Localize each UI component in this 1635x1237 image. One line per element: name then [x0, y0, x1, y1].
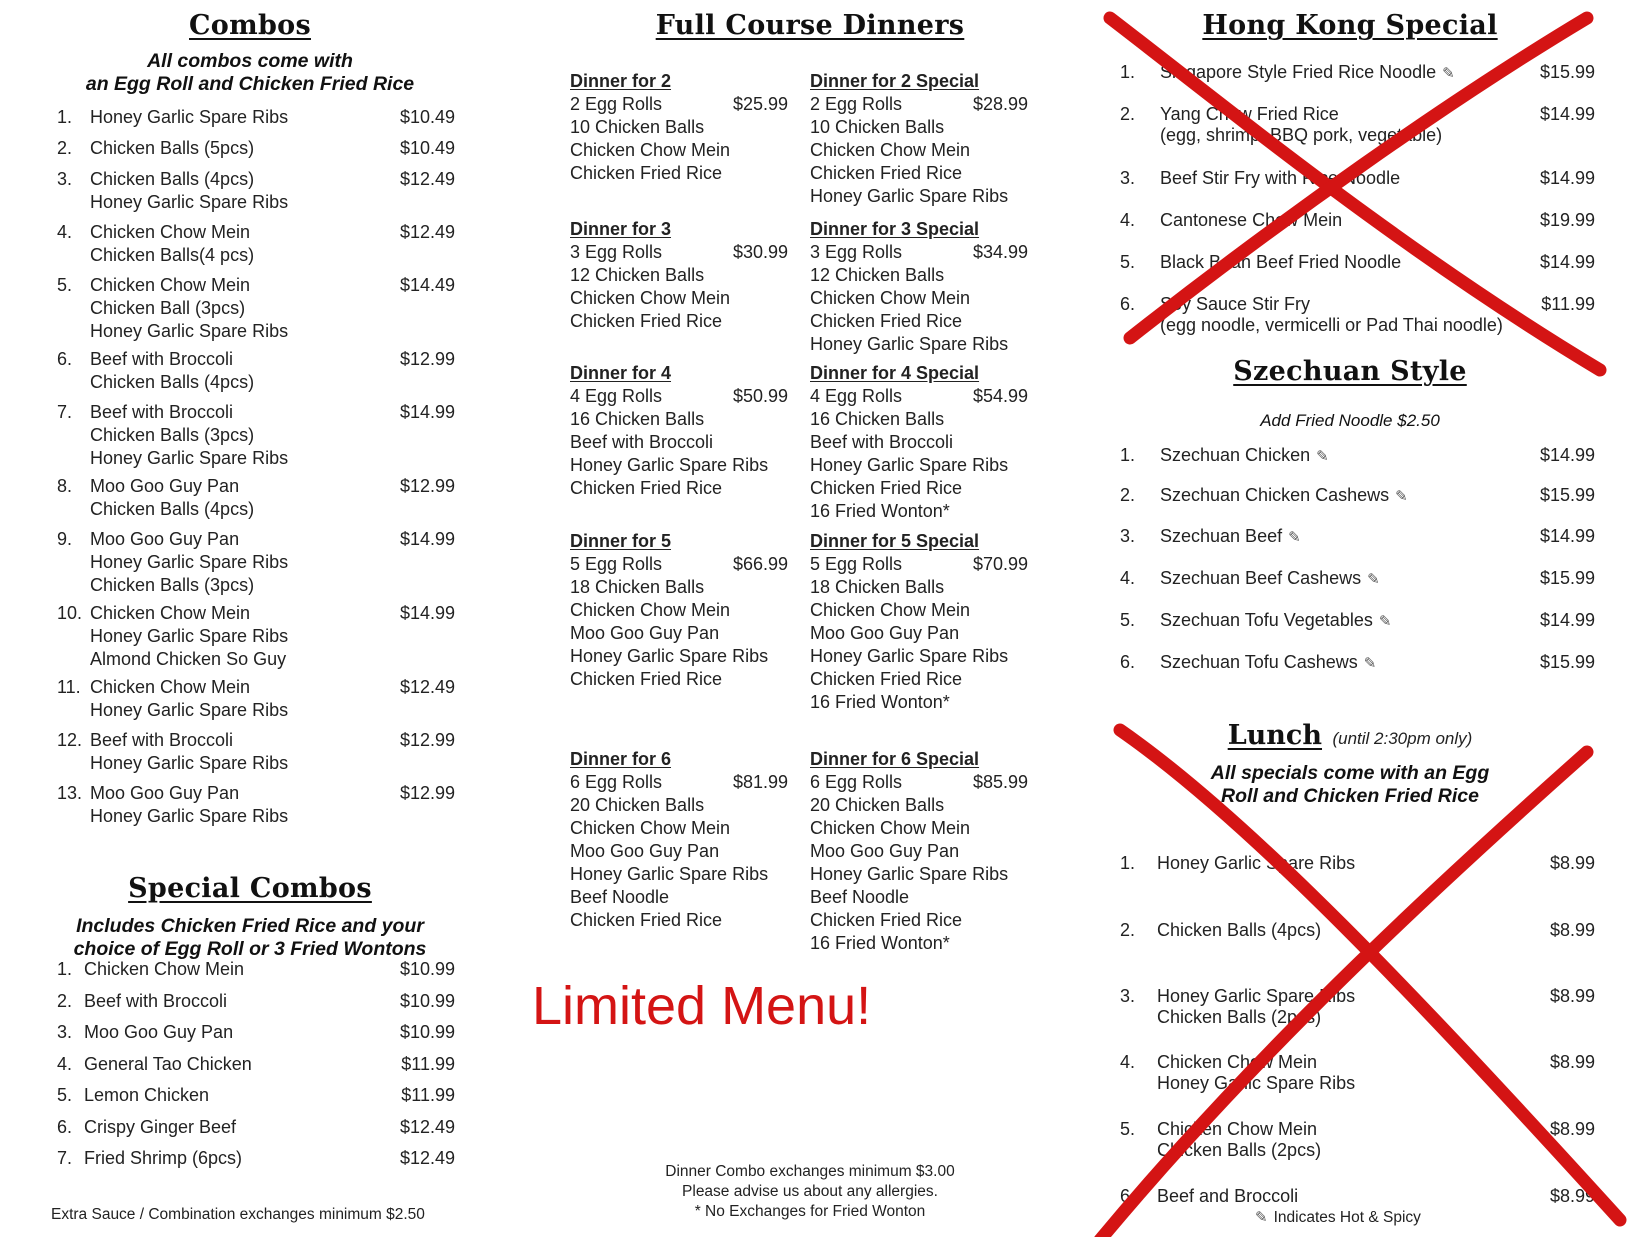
item-line: Chicken Balls (2pcs) [1157, 1140, 1322, 1160]
item-name [1157, 853, 1355, 874]
dinner-title: Dinner for 4 Special [810, 363, 980, 383]
item-name [90, 401, 288, 470]
item-line: Crispy Ginger Beef [84, 1117, 237, 1137]
dinner-line: Honey Garlic Spare Ribs [810, 864, 1009, 884]
item-line: Honey Garlic Spare Ribs [90, 806, 289, 826]
item-line: Beef with Broccoli [90, 349, 234, 369]
dinner-line: Moo Goo Guy Pan [570, 623, 720, 643]
limited-menu-banner: Limited Menu! [532, 976, 872, 1036]
item-line: Honey Garlic Spare Ribs [90, 448, 289, 468]
item-line: Yang Chow Fried Rice [1160, 104, 1339, 124]
item-name [90, 274, 288, 343]
item-number: 11. [57, 677, 81, 697]
item-line: Chicken Chow Mein [90, 677, 251, 697]
pepper-icon: ✎ [1255, 1209, 1268, 1226]
dinner-line: 4 Egg Rolls [570, 386, 663, 406]
dinner-line: Chicken Chow Mein [570, 140, 731, 160]
item-name [1160, 168, 1400, 189]
item-name [90, 602, 288, 671]
dinner-line: 3 Egg Rolls [810, 242, 903, 262]
item-line: Chicken Balls (5pcs) [90, 138, 255, 158]
item-number: 12. [57, 730, 83, 750]
item-line: Szechuan Tofu Vegetables ✎ [1160, 610, 1392, 630]
item-price: $14.49 [399, 275, 455, 295]
dinner-package [570, 70, 788, 185]
item-name [1160, 568, 1380, 590]
dinner-line: 16 Chicken Balls [570, 409, 705, 429]
dinner-price: $85.99 [972, 772, 1028, 792]
item-name [90, 348, 254, 394]
item-line: Chicken Balls (4pcs) [1157, 920, 1322, 940]
dinner-line: Honey Garlic Spare Ribs [810, 646, 1009, 666]
item-name [84, 1053, 252, 1076]
item-name [1160, 610, 1391, 632]
item-line: Chicken Balls (3pcs) [90, 575, 255, 595]
item-line: (egg noodle, vermicelli or Pad Thai noodle) [1160, 315, 1503, 335]
item-number: 4. [57, 222, 73, 242]
item-line: Szechuan Tofu Cashews ✎ [1160, 652, 1377, 672]
full-course-title: Full Course Dinners [655, 10, 965, 41]
item-price: $8.99 [1549, 1119, 1595, 1139]
item-line: Chicken Balls (4pcs) [90, 499, 255, 519]
item-line: Honey Garlic Spare Ribs [1157, 1073, 1356, 1093]
item-number: 3. [1120, 986, 1136, 1006]
item-line: Szechuan Beef ✎ [1160, 526, 1301, 546]
item-number: 2. [57, 138, 73, 158]
pepper-icon: ✎ [1378, 613, 1392, 630]
item-number: 1. [57, 959, 73, 979]
item-number: 5. [1120, 252, 1136, 272]
item-name [1160, 62, 1455, 84]
dinner-price: $28.99 [972, 94, 1028, 114]
dinner-line: 10 Chicken Balls [810, 117, 945, 137]
item-name [90, 528, 288, 597]
dinner-line: Chicken Fried Rice [570, 163, 723, 183]
item-line: Beef with Broccoli [84, 991, 228, 1011]
item-number: 3. [57, 1022, 73, 1042]
item-price: $15.99 [1539, 652, 1595, 672]
item-number: 4. [1120, 568, 1136, 588]
dinner-line: 4 Egg Rolls [810, 386, 903, 406]
item-line: Lemon Chicken [84, 1085, 210, 1105]
item-price: $11.99 [401, 1054, 455, 1074]
item-price: $14.99 [1539, 168, 1595, 188]
item-line: Honey Garlic Spare Ribs [90, 321, 289, 341]
item-price: $12.99 [399, 476, 455, 496]
szechuan-title: Szechuan Style [1233, 356, 1467, 387]
item-price: $12.49 [399, 677, 455, 697]
item-line: Moo Goo Guy Pan [90, 783, 240, 803]
dinner-line: Chicken Fried Rice [810, 669, 963, 689]
item-price: $15.99 [1539, 62, 1595, 82]
item-name [84, 1116, 236, 1139]
item-line: Szechuan Chicken ✎ [1160, 445, 1329, 465]
item-number: 4. [57, 1054, 73, 1074]
item-name [84, 1147, 242, 1170]
lunch-header [1105, 720, 1595, 751]
dinner-line: Honey Garlic Spare Ribs [810, 455, 1009, 475]
item-name [90, 106, 288, 129]
hong-kong-title: Hong Kong Special [1202, 10, 1498, 41]
item-number: 7. [57, 1148, 73, 1168]
dinner-line: 20 Chicken Balls [570, 795, 705, 815]
dinner-line: 20 Chicken Balls [810, 795, 945, 815]
dinner-title: Dinner for 3 [570, 219, 672, 239]
item-line: Honey Garlic Spare Ribs [90, 700, 289, 720]
item-number: 2. [57, 991, 73, 1011]
item-price: $14.99 [399, 603, 455, 623]
item-line: Beef with Broccoli [90, 402, 234, 422]
item-line: Chicken Chow Mein [90, 222, 251, 242]
item-name [1160, 210, 1342, 231]
dinner-title: Dinner for 2 Special [810, 71, 980, 91]
item-line: Chicken Ball (3pcs) [90, 298, 246, 318]
item-name [1160, 485, 1408, 507]
item-price: $8.99 [1549, 920, 1595, 940]
dinner-line: Chicken Fried Rice [570, 910, 723, 930]
item-number: 8. [57, 476, 73, 496]
dinner-line: 16 Chicken Balls [810, 409, 945, 429]
item-price: $15.99 [1539, 485, 1595, 505]
item-name [1160, 294, 1503, 336]
item-name [1160, 445, 1329, 467]
item-line: (egg, shrimp, BBQ pork, vegetable) [1160, 125, 1443, 145]
dinner-line: 6 Egg Rolls [570, 772, 663, 792]
item-name [90, 475, 254, 521]
dinner-line: Beef Noodle [570, 887, 670, 907]
dinner-line: Moo Goo Guy Pan [570, 841, 720, 861]
item-price: $12.49 [399, 169, 455, 189]
item-price: $10.99 [399, 991, 455, 1011]
item-number: 9. [57, 529, 73, 549]
item-name [90, 729, 288, 775]
dinner-line: 5 Egg Rolls [810, 554, 903, 574]
item-number: 2. [1120, 104, 1136, 124]
item-line: Black Bean Beef Fried Noodle [1160, 252, 1402, 272]
item-price: $14.99 [1539, 610, 1595, 630]
dinner-line: 16 Fried Wonton* [810, 501, 950, 521]
item-name [84, 958, 244, 981]
item-line: Honey Garlic Spare Ribs [90, 626, 289, 646]
item-price: $8.99 [1549, 1052, 1595, 1072]
item-name [90, 137, 254, 160]
item-number: 5. [57, 275, 73, 295]
item-line: Chicken Balls(4 pcs) [90, 245, 255, 265]
item-price: $14.99 [1539, 445, 1595, 465]
item-line: Beef Stir Fry with Rice Noodle [1160, 168, 1401, 188]
dinner-line: Chicken Fried Rice [570, 478, 723, 498]
dinner-package [570, 748, 788, 932]
dinner-line: 2 Egg Rolls [570, 94, 663, 114]
item-name [90, 676, 288, 722]
pepper-icon: ✎ [1442, 65, 1455, 82]
item-line: Chicken Chow Mein [84, 959, 245, 979]
item-number: 1. [1120, 62, 1136, 82]
item-price: $11.99 [401, 1085, 455, 1105]
dinner-line: Chicken Fried Rice [570, 669, 723, 689]
item-name [1160, 526, 1301, 548]
dinner-line: Chicken Chow Mein [570, 288, 731, 308]
item-price: $8.99 [1549, 1186, 1595, 1206]
item-price: $12.49 [399, 222, 455, 242]
dinner-line: Chicken Chow Mein [810, 140, 971, 160]
pepper-icon: ✎ [1363, 655, 1377, 672]
item-name [84, 1021, 233, 1044]
item-name [1157, 986, 1355, 1028]
item-price: $19.99 [1539, 210, 1595, 230]
item-price: $14.99 [1539, 526, 1595, 546]
item-line: Moo Goo Guy Pan [90, 529, 240, 549]
item-name [1157, 1052, 1355, 1094]
dinner-price: $54.99 [972, 386, 1028, 406]
item-name [1160, 652, 1376, 674]
special-combos-title: Special Combos [128, 873, 372, 904]
item-number: 4. [1120, 210, 1136, 230]
dinner-line: Beef Noodle [810, 887, 910, 907]
item-price: $12.49 [399, 1117, 455, 1137]
dinner-price: $70.99 [972, 554, 1028, 574]
lunch-hours: (until 2:30pm only) [1332, 729, 1473, 748]
dinner-title: Dinner for 5 [570, 531, 672, 551]
dinner-line: 18 Chicken Balls [570, 577, 705, 597]
item-price: $10.49 [399, 138, 455, 158]
item-name [84, 1084, 209, 1107]
item-number: 6. [1120, 1186, 1136, 1206]
item-number: 1. [57, 107, 73, 127]
dinner-line: 16 Fried Wonton* [810, 933, 950, 953]
item-line: General Tao Chicken [84, 1054, 252, 1074]
item-name [90, 168, 288, 214]
item-line: Soy Sauce Stir Fry [1160, 294, 1311, 314]
item-price: $12.49 [399, 1148, 455, 1168]
dinner-package [810, 362, 1028, 523]
dinner-line: 6 Egg Rolls [810, 772, 903, 792]
dinner-footer-notes: Dinner Combo exchanges minimum $3.00 Please advise us about any allergies. * No Exchanges for Fried Wonton [665, 1163, 955, 1220]
dinner-line: Chicken Chow Mein [570, 600, 731, 620]
specials-column [1105, 0, 1595, 1237]
combos-column [45, 0, 455, 1237]
dinner-line: Chicken Chow Mein [810, 288, 971, 308]
dinner-package [810, 748, 1028, 955]
item-line: Honey Garlic Spare Ribs [1157, 986, 1356, 1006]
dinner-price: $50.99 [732, 386, 788, 406]
item-line: Moo Goo Guy Pan [90, 476, 240, 496]
item-number: 3. [1120, 526, 1136, 546]
dinner-package [810, 218, 1028, 356]
item-price: $12.99 [399, 730, 455, 750]
dinner-line: Honey Garlic Spare Ribs [570, 864, 769, 884]
dinner-line: Chicken Fried Rice [810, 311, 963, 331]
item-price: $12.99 [399, 783, 455, 803]
item-line: Honey Garlic Spare Ribs [1157, 853, 1356, 873]
item-number: 1. [1120, 445, 1136, 465]
dinner-line: 18 Chicken Balls [810, 577, 945, 597]
item-line: Moo Goo Guy Pan [84, 1022, 234, 1042]
item-number: 6. [1120, 294, 1136, 314]
item-number: 5. [1120, 610, 1136, 630]
item-name [90, 782, 288, 828]
item-price: $11.99 [1541, 294, 1595, 314]
dinner-title: Dinner for 6 Special [810, 749, 980, 769]
dinner-line: Honey Garlic Spare Ribs [570, 455, 769, 475]
item-number: 6. [1120, 652, 1136, 672]
special-combos-subtitle: Includes Chicken Fried Rice and your choice of Egg Roll or 3 Fried Wontons [73, 915, 427, 960]
dinner-package [810, 530, 1028, 714]
exchange-note: Extra Sauce / Combination exchanges minimum $2.50 [51, 1206, 425, 1223]
dinner-package [570, 218, 788, 333]
dinner-line: Chicken Fried Rice [810, 910, 963, 930]
item-price: $8.99 [1549, 853, 1595, 873]
dinner-package [570, 530, 788, 691]
item-price: $14.99 [399, 402, 455, 422]
item-price: $14.99 [399, 529, 455, 549]
item-line: Beef and Broccoli [1157, 1186, 1299, 1206]
combos-subtitle: All combos come with an Egg Roll and Chicken Fried Rice [85, 50, 415, 95]
item-line: Chicken Chow Mein [1157, 1119, 1318, 1139]
dinner-line: 16 Fried Wonton* [810, 692, 950, 712]
item-line: Singapore Style Fried Rice Noodle ✎ [1160, 62, 1455, 82]
item-line: Chicken Chow Mein [90, 275, 251, 295]
pepper-icon: ✎ [1395, 488, 1408, 505]
item-number: 6. [57, 349, 73, 369]
dinner-line: Chicken Chow Mein [810, 818, 971, 838]
item-name [1160, 252, 1401, 273]
item-number: 3. [1120, 168, 1136, 188]
item-number: 1. [1120, 853, 1136, 873]
pepper-icon: ✎ [1367, 571, 1380, 588]
dinner-title: Dinner for 2 [570, 71, 672, 91]
item-name [1157, 920, 1321, 941]
dinner-line: 12 Chicken Balls [570, 265, 705, 285]
item-line: Chicken Balls (4pcs) [90, 372, 255, 392]
dinner-line: 3 Egg Rolls [570, 242, 663, 262]
dinner-package [810, 70, 1028, 208]
item-name [1160, 104, 1442, 146]
item-number: 6. [57, 1117, 73, 1137]
dinner-line: Chicken Chow Mein [570, 818, 731, 838]
item-line: Honey Garlic Spare Ribs [90, 552, 289, 572]
item-number: 2. [1120, 485, 1136, 505]
szechuan-subtitle: Add Fried Noodle $2.50 [1260, 411, 1440, 430]
item-name [1157, 1119, 1321, 1161]
item-number: 5. [1120, 1119, 1136, 1139]
dinner-title: Dinner for 5 Special [810, 531, 980, 551]
item-name [90, 221, 254, 267]
item-line: Chicken Chow Mein [1157, 1052, 1318, 1072]
item-number: 3. [57, 169, 73, 189]
item-number: 13. [57, 783, 83, 803]
item-line: Cantonese Chow Mein [1160, 210, 1343, 230]
lunch-title: Lunch [1227, 720, 1323, 751]
dinner-price: $66.99 [732, 554, 788, 574]
item-number: 4. [1120, 1052, 1136, 1072]
item-price: $10.49 [399, 107, 455, 127]
item-price: $15.99 [1539, 568, 1595, 588]
item-line: Szechuan Beef Cashews ✎ [1160, 568, 1380, 588]
dinner-title: Dinner for 4 [570, 363, 672, 383]
dinner-line: Honey Garlic Spare Ribs [810, 186, 1009, 206]
dinner-line: Moo Goo Guy Pan [810, 623, 960, 643]
dinner-package [570, 362, 788, 500]
dinner-line: Moo Goo Guy Pan [810, 841, 960, 861]
item-line: Honey Garlic Spare Ribs [90, 107, 289, 127]
dinner-line: Beef with Broccoli [570, 432, 714, 452]
item-name [84, 990, 227, 1013]
pepper-icon: ✎ [1288, 529, 1301, 546]
dinner-line: 10 Chicken Balls [570, 117, 705, 137]
item-price: $8.99 [1549, 986, 1595, 1006]
item-price: $14.99 [1539, 104, 1595, 124]
dinner-line: Beef with Broccoli [810, 432, 954, 452]
dinner-line: Chicken Chow Mein [810, 600, 971, 620]
dinner-price: $30.99 [732, 242, 788, 262]
dinner-line: Honey Garlic Spare Ribs [570, 646, 769, 666]
item-line: Beef with Broccoli [90, 730, 234, 750]
full-course-column [570, 0, 1050, 1237]
pepper-icon: ✎ [1316, 448, 1329, 465]
item-line: Chicken Balls (2pcs) [1157, 1007, 1322, 1027]
item-price: $10.99 [399, 1022, 455, 1042]
item-line: Honey Garlic Spare Ribs [90, 192, 289, 212]
dinner-line: Honey Garlic Spare Ribs [810, 334, 1009, 354]
item-line: Chicken Balls (3pcs) [90, 425, 255, 445]
dinner-price: $34.99 [972, 242, 1028, 262]
item-number: 10. [57, 603, 83, 623]
item-number: 2. [1120, 920, 1136, 940]
dinner-price: $25.99 [732, 94, 788, 114]
dinner-line: 5 Egg Rolls [570, 554, 663, 574]
item-price: $10.99 [399, 959, 455, 979]
item-price: $14.99 [1539, 252, 1595, 272]
item-line: Honey Garlic Spare Ribs [90, 753, 289, 773]
combos-title: Combos [189, 10, 311, 41]
item-name [1157, 1186, 1298, 1207]
dinner-title: Dinner for 3 Special [810, 219, 980, 239]
dinner-price: $81.99 [732, 772, 788, 792]
dinner-line: 12 Chicken Balls [810, 265, 945, 285]
dinner-line: Chicken Fried Rice [570, 311, 723, 331]
dinner-line: Chicken Fried Rice [810, 478, 963, 498]
item-line: Chicken Balls (4pcs) [90, 169, 255, 189]
dinner-line: 2 Egg Rolls [810, 94, 903, 114]
item-line: Szechuan Chicken Cashews ✎ [1160, 485, 1408, 505]
dinner-title: Dinner for 6 [570, 749, 672, 769]
item-line: Almond Chicken So Guy [90, 649, 287, 669]
spicy-legend: ✎ Indicates Hot & Spicy [1255, 1209, 1421, 1226]
item-line: Fried Shrimp (6pcs) [84, 1148, 243, 1168]
lunch-note: All specials come with an Egg Roll and Chicken Fried Rice [1210, 762, 1490, 807]
item-number: 7. [57, 402, 73, 422]
item-number: 5. [57, 1085, 73, 1105]
item-price: $12.99 [399, 349, 455, 369]
dinner-line: Chicken Fried Rice [810, 163, 963, 183]
item-line: Chicken Chow Mein [90, 603, 251, 623]
